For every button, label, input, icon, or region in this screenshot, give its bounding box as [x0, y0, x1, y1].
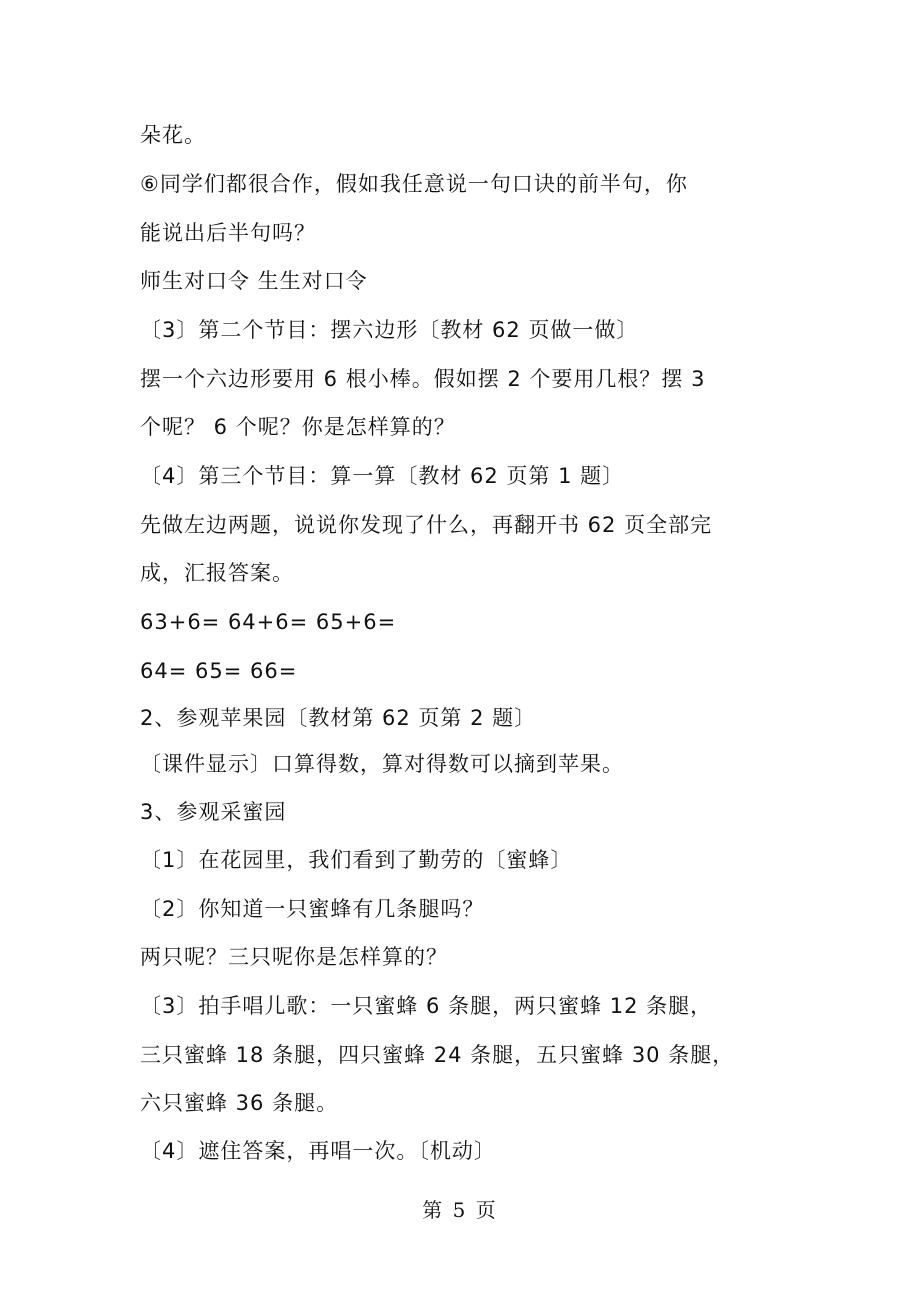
- text-line: 两只呢？三只呢你是怎样算的？: [140, 945, 448, 969]
- page-number: 第 5 页: [422, 1198, 498, 1222]
- section-heading: 2、参观苹果园〔教材第 62 页第 2 题〕: [140, 706, 537, 730]
- text-line: 〔2〕你知道一只蜜蜂有几条腿吗？: [140, 897, 485, 921]
- text-line: 〔1〕在花园里，我们看到了勤劳的〔蜜蜂〕: [140, 848, 573, 872]
- section-heading: 〔3〕第二个节目：摆六边形〔教材 62 页做一做〕: [140, 318, 639, 342]
- section-heading: 〔4〕第三个节目：算一算〔教材 62 页第 1 题〕: [140, 464, 625, 488]
- text-line: 成，汇报答案。: [140, 561, 294, 585]
- text-line: 个呢？ 6 个呢？你是怎样算的？: [140, 415, 456, 439]
- text-line: 〔3〕拍手唱儿歌：一只蜜蜂 6 条腿，两只蜜蜂 12 条腿，: [140, 994, 713, 1018]
- text-line: 摆一个六边形要用 6 根小棒。假如摆 2 个要用几根？摆 3: [140, 367, 706, 391]
- equation-line: 64= 65= 66=: [140, 659, 298, 683]
- text-line: 朵花。: [140, 123, 206, 147]
- text-line: 三只蜜蜂 18 条腿，四只蜜蜂 24 条腿，五只蜜蜂 30 条腿，: [140, 1043, 735, 1067]
- equation-line: 63+6= 64+6= 65+6=: [140, 610, 397, 634]
- text-line: 先做左边两题，说说你发现了什么，再翻开书 62 页全部完: [140, 513, 713, 537]
- text-line: 六只蜜蜂 36 条腿。: [140, 1091, 339, 1115]
- section-heading: 3、参观采蜜园: [140, 800, 287, 824]
- text-line: ⑥同学们都很合作，假如我任意说一句口诀的前半句，你: [140, 172, 688, 196]
- text-line: 〔4〕遮住答案，再唱一次。〔机动〕: [140, 1139, 496, 1163]
- text-line: 〔课件显示〕口算得数，算对得数可以摘到苹果。: [140, 752, 624, 776]
- text-line: 师生对口令 生生对口令: [140, 269, 368, 293]
- text-line: 能说出后半句吗？: [140, 221, 316, 245]
